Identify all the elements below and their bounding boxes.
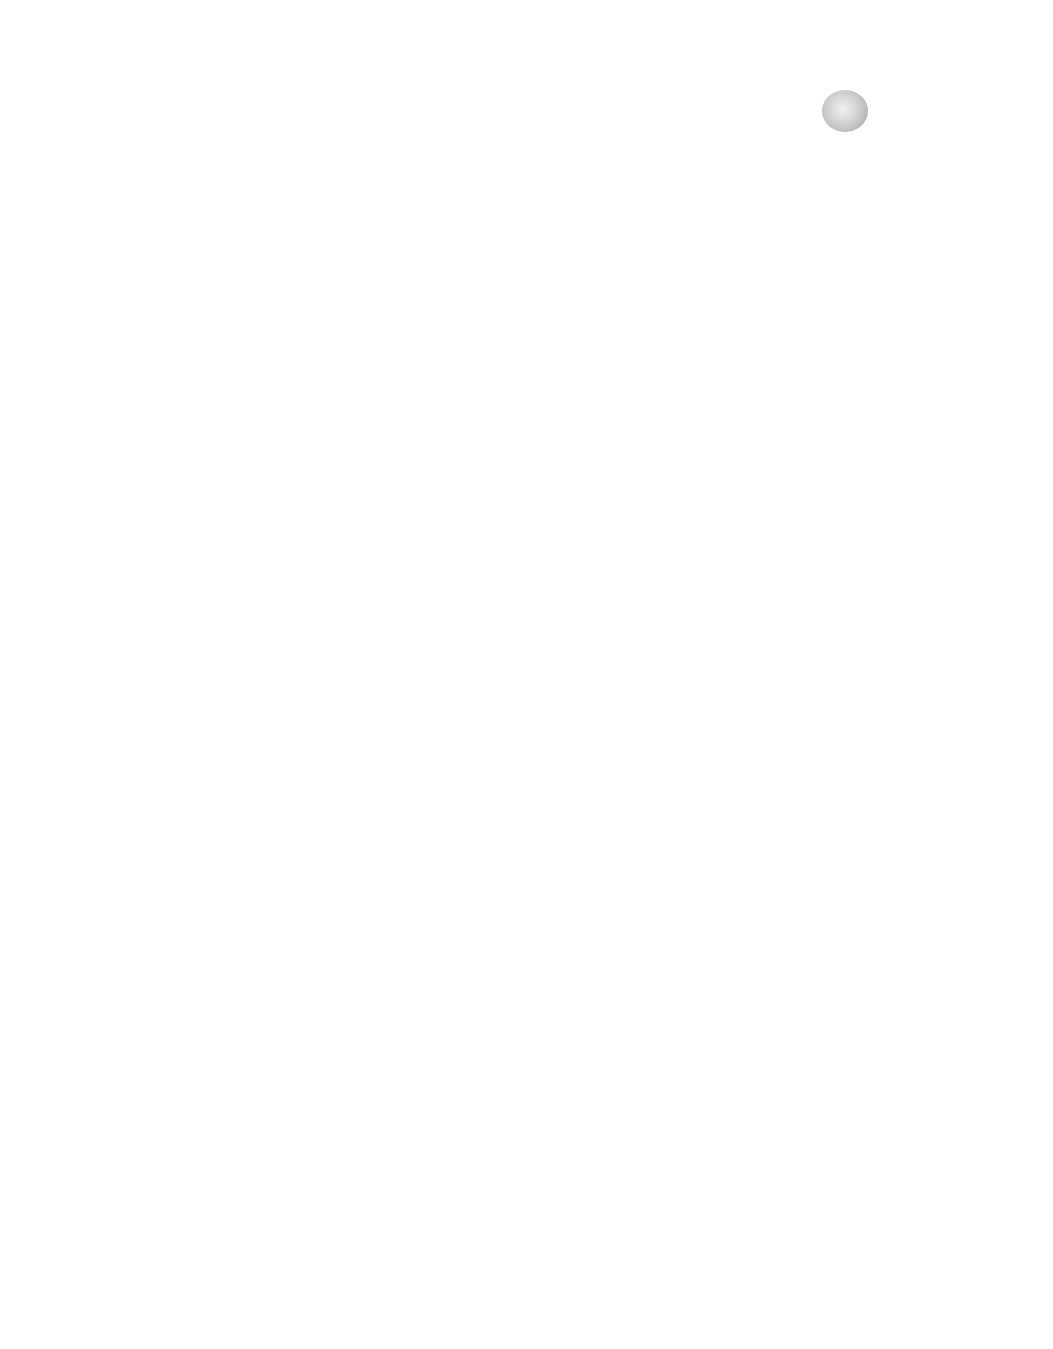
part-title <box>0 290 1053 316</box>
page-number-badge <box>822 90 868 132</box>
running-header <box>816 90 868 132</box>
